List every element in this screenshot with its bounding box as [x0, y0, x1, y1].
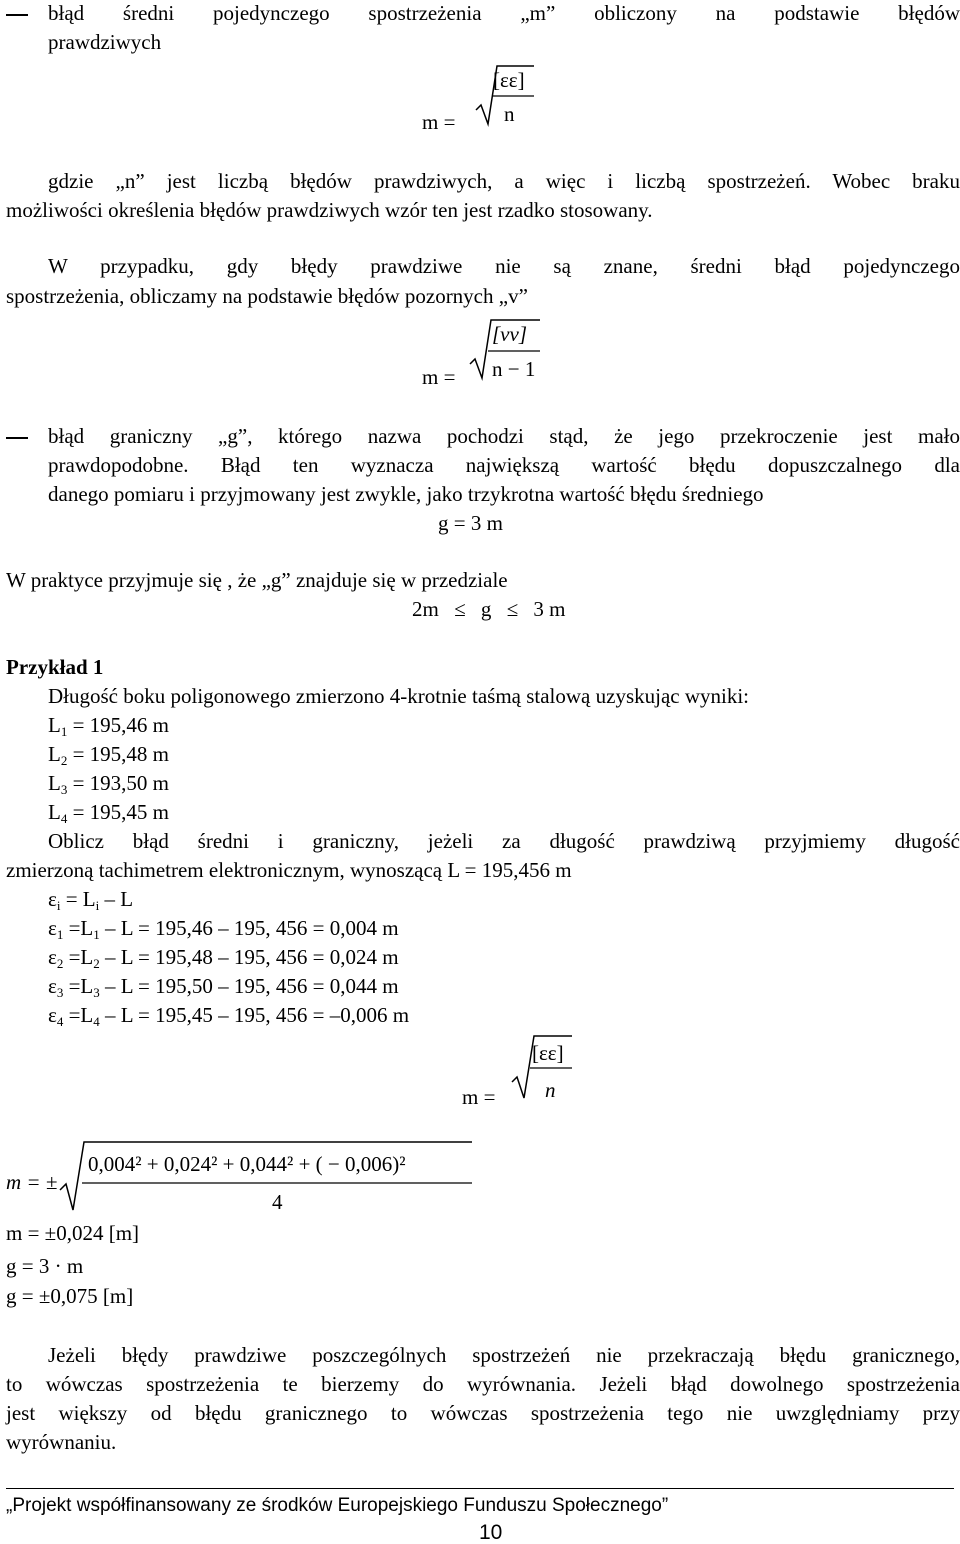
- list-dash: [6, 437, 28, 439]
- paragraph-line: to wówczas spostrzeżenia te bierzemy do wyrównania. Jeżeli błąd dowolnego spostrzeżenia: [6, 1372, 960, 1396]
- eps-row: $\varepsilon_1 =L_1 - L = 195,46 - 195$, 456 = 0,004 m: [48, 916, 399, 942]
- g-result: g = ±0,075 [m]: [6, 1284, 134, 1308]
- paragraph-line: W przypadku, gdy błędy prawdziwe nie są znane, średni błąd pojedynczego: [48, 254, 960, 278]
- calc-denominator: 4: [272, 1190, 283, 1214]
- page-number: 10: [479, 1521, 503, 1544]
- formula-lhs: m =: [422, 110, 456, 134]
- calc-result: m = ±0,024 [m]: [6, 1221, 140, 1245]
- measurement-item: $L_2 = 195,48$ m: [48, 742, 170, 768]
- paragraph-line: zmierzoną tachimetrem elektronicznym, wynoszącą L = 195,456 m: [6, 858, 572, 882]
- bullet-line-1-cont: prawdziwych: [48, 30, 162, 54]
- range-formula: [412, 599, 566, 620]
- calc-lhs: m = ±: [6, 1170, 58, 1194]
- range-left: 2m: [412, 597, 439, 621]
- measurement-item: $L_3 = 193,50$ m: [48, 771, 170, 797]
- measurement-item: $L_1 = 195,46$ m: [48, 713, 170, 739]
- eps-row: $\varepsilon_3 =L_3 - L = 195,50 - 195$, 456 = 0,044 m: [48, 974, 399, 1000]
- leq-symbol: ≤: [454, 597, 466, 621]
- formula-denominator: n: [504, 102, 515, 126]
- calc-numerator: 0,004² + 0,024² + 0,044² + ( − 0,006)²: [88, 1152, 406, 1176]
- footer-divider: [6, 1488, 954, 1489]
- formula-numerator: [εε]: [493, 68, 525, 92]
- bullet-line-2-cont: danego pomiaru i przyjmowany jest zwykle, jako trzykrotna wartość błędu średniego: [48, 482, 764, 506]
- range-right: 3 m: [533, 597, 566, 621]
- bullet-line-2: błąd graniczny „g”, którego nazwa pochodzi stąd, że jego przekroczenie jest mało: [48, 424, 960, 448]
- bullet-line-1: błąd średni pojedynczego spostrzeżenia „m” obliczony na podstawie błędów: [48, 1, 960, 25]
- formula-denominator: n − 1: [492, 357, 536, 381]
- paragraph-line: gdzie „n” jest liczbą błędów prawdziwych, a więc i liczbą spostrzeżeń. Wobec braku: [48, 169, 960, 193]
- list-dash: [6, 14, 28, 16]
- paragraph-line: W praktyce przyjmuje się , że „g” znajduje się w przedziale: [6, 568, 508, 592]
- paragraph-line: spostrzeżenia, obliczamy na podstawie błędów pozornych „v”: [6, 284, 528, 308]
- footer-funding: „Projekt współfinansowany ze środków Europejskiego Funduszu Społecznego”: [6, 1495, 669, 1516]
- g-formula: g = 3 · m: [6, 1254, 84, 1278]
- formula-lhs: m =: [462, 1085, 496, 1109]
- bullet-line-2-cont: prawdopodobne. Błąd ten wyznacza największą wartość błędu dopuszczalnego dla: [48, 453, 960, 477]
- paragraph-line: Oblicz błąd średni i graniczny, jeżeli za długość prawdziwą przyjmiemy długość: [48, 829, 960, 853]
- measurement-item: $L_4 = 195,45$ m: [48, 800, 170, 826]
- paragraph-line: Długość boku poligonowego zmierzono 4-krotnie taśmą stalową uzyskując wyniki:: [48, 684, 750, 708]
- paragraph-line: możliwości określenia błędów prawdziwych wzór ten jest rzadko stosowany.: [6, 198, 653, 222]
- formula-numerator: [εε]: [532, 1041, 564, 1065]
- sqrt-sign: [60, 1140, 474, 1212]
- example-title: Przykład 1: [6, 655, 104, 679]
- range-mid: g: [480, 597, 492, 621]
- leq-symbol: ≤: [506, 597, 519, 621]
- eps-row: $\varepsilon_4 =L_4 - L = 195,45 - 195$, 456 = –0,006 m: [48, 1003, 410, 1029]
- paragraph-line: Jeżeli błędy prawdziwe poszczególnych spostrzeżeń nie przekraczają błędu granicznego,: [48, 1343, 960, 1367]
- eps-definition: $\varepsilon_i = L_i - L$: [48, 887, 134, 913]
- formula-numerator: [vv]: [492, 322, 527, 346]
- formula-denominator: n: [545, 1078, 556, 1102]
- paragraph-line: wyrównaniu.: [6, 1430, 117, 1454]
- paragraph-line: jest większy od błędu granicznego to wówczas spostrzeżenia tego nie uwzględniamy przy: [6, 1401, 960, 1425]
- formula-lhs: m =: [422, 365, 456, 389]
- formula-g: g = 3 m: [438, 511, 503, 535]
- eps-row: $\varepsilon_2 =L_2 - L = 195,48 - 195$, 456 = 0,024 m: [48, 945, 399, 971]
